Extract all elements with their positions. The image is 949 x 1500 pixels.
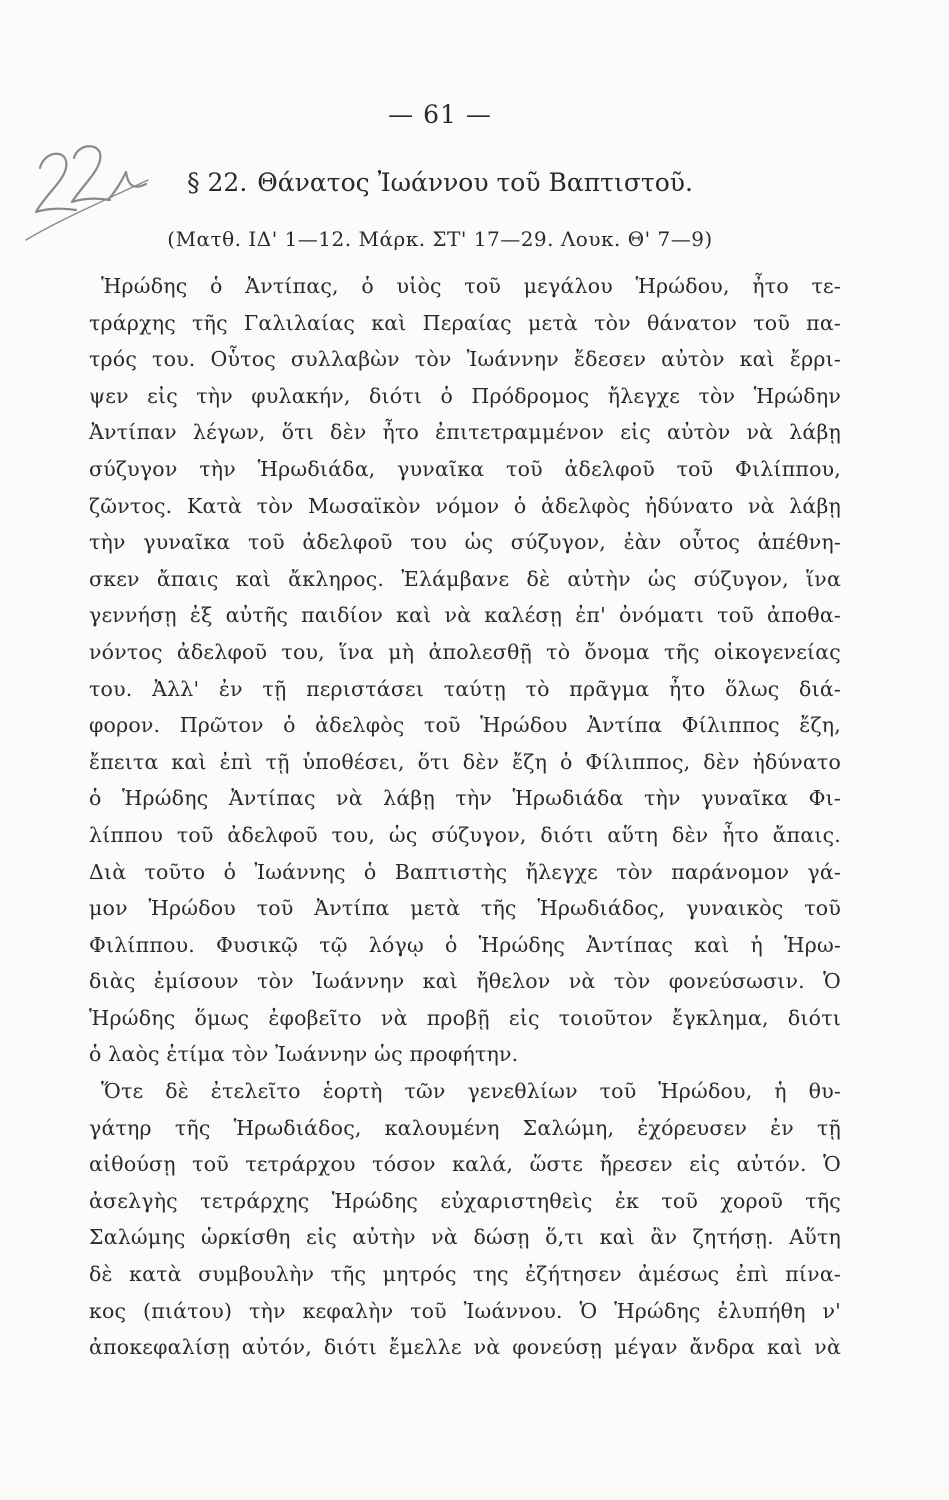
text-line: γεννήσῃ ἐξ αὐτῆς παιδίον καὶ νὰ καλέσῃ ἐπ' ὀνόματι τοῦ ἀποθα- (89, 603, 841, 628)
text-line: μον Ἡρώδου τοῦ Ἀντίπα μετὰ τῆς Ἡρωδιάδος, γυναικὸς τοῦ (89, 896, 841, 921)
text-line: σκεν ἄπαις καὶ ἄκληρος. Ἐλάμβανε δὲ αὐτὴν ὡς σύζυγον, ἵνα (89, 566, 841, 591)
text-line: ἀποκεφαλίσῃ αὐτόν, διότι ἔμελλε νὰ φονεύσῃ μέγαν ἄνδρα καὶ νὰ (89, 1335, 841, 1360)
text-line: ὁ Ἡρώδης Ἀντίπας νὰ λάβῃ τὴν Ἡρωδιάδα τὴν γυναῖκα Φι- (89, 786, 841, 811)
section-number: § 22. (187, 168, 248, 197)
text-line: νόντος ἀδελφοῦ του, ἵνα μὴ ἀπολεσθῇ τὸ ὄνομα τῆς οἰκογενείας (89, 639, 841, 664)
text-line: λίππου τοῦ ἀδελφοῦ του, ὡς σύζυγον, διότι αὕτη δὲν ἦτο ἄπαις. (89, 822, 841, 847)
page-number: — 61 — (388, 100, 492, 129)
scripture-references: (Ματθ. ΙΔ' 1—12. Μάρκ. ΣΤ' 17—29. Λουκ. Θ' 7—9) (167, 227, 713, 251)
text-line: φορον. Πρῶτον ὁ ἀδελφὸς τοῦ Ἡρώδου Ἀντίπα Φίλιππος ἔζη, (89, 713, 841, 738)
text-line: τρός του. Οὗτος συλλαβὼν τὸν Ἰωάννην ἔδεσεν αὐτὸν καὶ ἔρρι- (89, 347, 841, 372)
text-line: ἀσελγὴς τετράρχης Ἡρώδης εὐχαριστηθεὶς ἐκ τοῦ χοροῦ τῆς (89, 1188, 841, 1213)
text-line: κος (πιάτου) τὴν κεφαλὴν τοῦ Ἰωάννου. Ὁ Ἡρώδης ἐλυπήθη ν' (89, 1298, 841, 1323)
text-line: ζῶντος. Κατὰ τὸν Μωσαϊκὸν νόμον ὁ ἀδελφὸς ἠδύνατο νὰ λάβῃ (89, 493, 841, 518)
text-line: Ἡρώδης ὁ Ἀντίπας, ὁ υἱὸς τοῦ μεγάλου Ἡρώδου, ἦτο τε- (101, 274, 841, 298)
section-title: Θάνατος Ἰωάννου τοῦ Βαπτιστοῦ. (257, 168, 693, 197)
text-line: διὰς ἐμίσουν τὸν Ἰωάννην καὶ ἤθελον νὰ τὸν φονεύσωσιν. Ὁ (89, 969, 841, 994)
text-line: Σαλώμης ὡρκίσθη εἰς αὐτὴν νὰ δώσῃ ὅ,τι καὶ ἂν ζητήσῃ. Αὕτη (89, 1225, 841, 1250)
text-line: δὲ κατὰ συμβουλὴν τῆς μητρός της ἐζήτησεν ἀμέσως ἐπὶ πίνα- (89, 1262, 841, 1287)
text-line: Ὅτε δὲ ἐτελεῖτο ἑορτὴ τῶν γενεθλίων τοῦ Ἡρώδου, ἡ θυ- (101, 1079, 841, 1104)
text-line: τὴν γυναῖκα τοῦ ἀδελφοῦ του ὡς σύζυγον, ἐὰν οὗτος ἀπέθνη- (89, 530, 841, 555)
text-line: τράρχης τῆς Γαλιλαίας καὶ Περαίας μετὰ τὸν θάνατον τοῦ πα- (89, 310, 841, 335)
text-line: Φιλίππου. Φυσικῷ τῷ λόγῳ ὁ Ἡρώδης Ἀντίπας καὶ ἡ Ἡρω- (89, 932, 841, 957)
text-line: Ἀντίπαν λέγων, ὅτι δὲν ἦτο ἐπιτετραμμένον εἰς αὐτὸν νὰ λάβῃ (89, 420, 841, 445)
text-line: γάτηρ τῆς Ἡρωδιάδος, καλουμένη Σαλώμη, ἐχόρευσεν ἐν τῇ (89, 1115, 841, 1140)
text-line: Διὰ τοῦτο ὁ Ἰωάννης ὁ Βαπτιστὴς ἤλεγχε τὸν παράνομον γά- (89, 859, 841, 884)
text-line: αἰθούσῃ τοῦ τετράρχου τόσον καλά, ὥστε ἤρεσεν εἰς αὐτόν. Ὁ (89, 1152, 841, 1177)
body-text (89, 268, 841, 1366)
section-heading (0, 168, 880, 197)
text-line: του. Ἀλλ' ἐν τῇ περιστάσει ταύτῃ τὸ πρᾶγμα ἦτο ὅλως διά- (89, 676, 841, 701)
text-line: ὁ λαὸς ἐτίμα τὸν Ἰωάννην ὡς προφήτην. (89, 1042, 519, 1067)
text-line: ἔπειτα καὶ ἐπὶ τῇ ὑποθέσει, ὅτι δὲν ἔζη ὁ Φίλιππος, δὲν ἠδύνατο (89, 749, 841, 774)
text-line: ψεν εἰς τὴν φυλακήν, διότι ὁ Πρόδρομος ἤλεγχε τὸν Ἡρώδην (89, 383, 841, 408)
text-line: σύζυγον τὴν Ἡρωδιάδα, γυναῖκα τοῦ ἀδελφοῦ τοῦ Φιλίππου, (89, 456, 841, 481)
text-line: Ἡρώδης ὅμως ἐφοβεῖτο νὰ προβῇ εἰς τοιοῦτον ἔγκλημα, διότι (89, 1005, 841, 1030)
